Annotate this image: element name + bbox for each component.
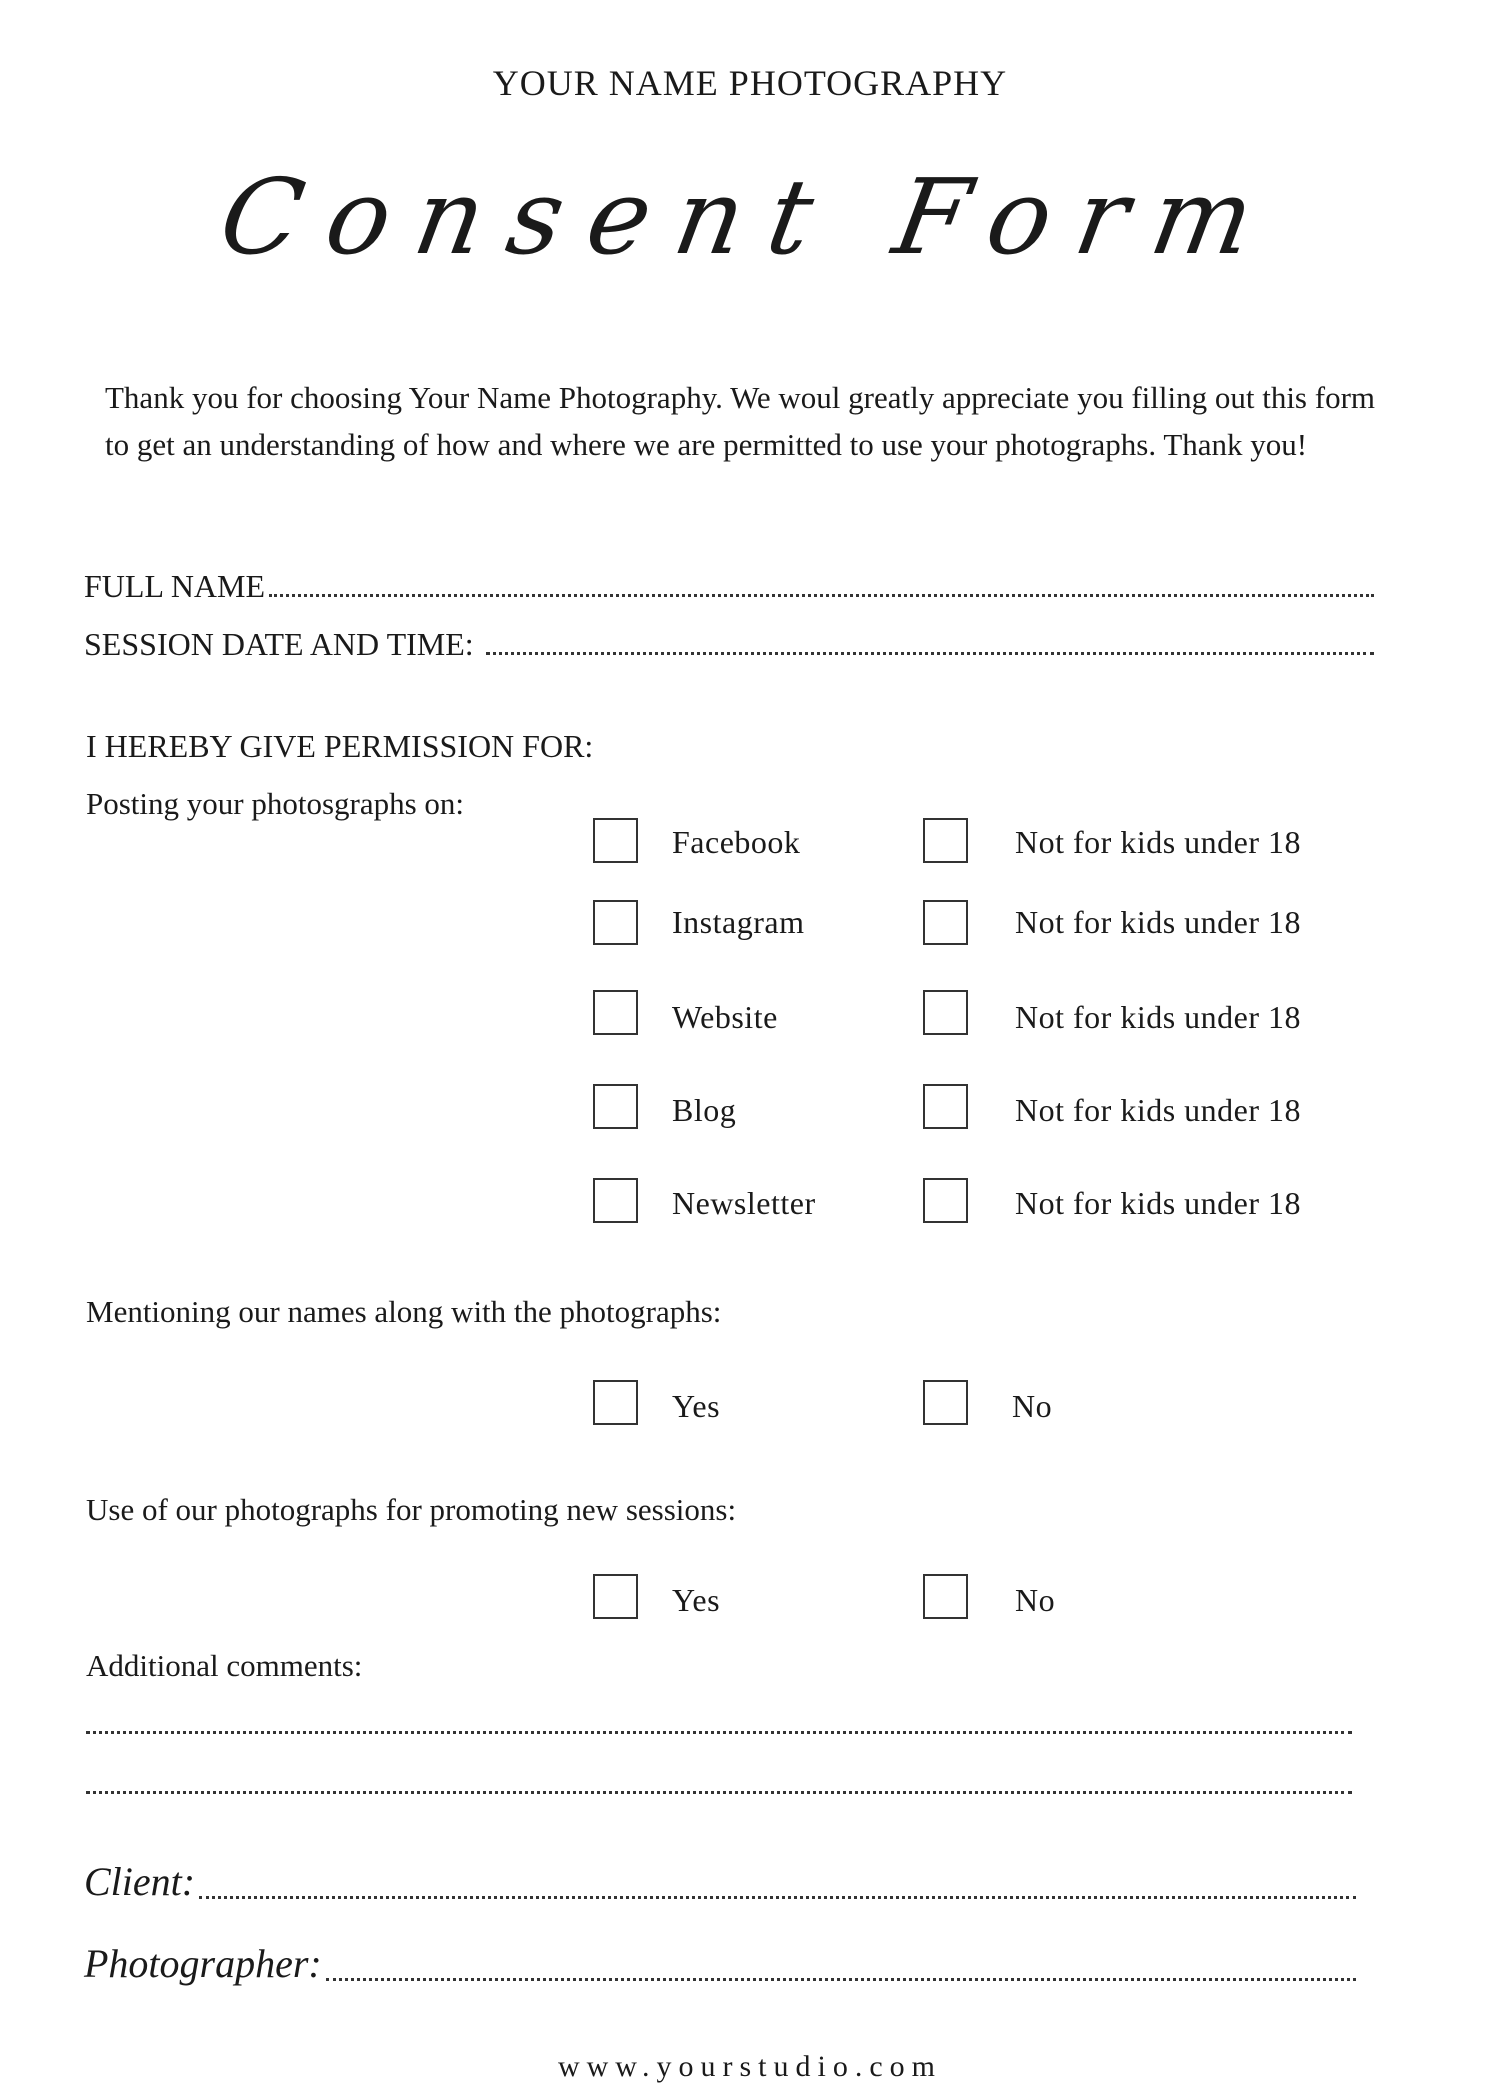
promotion-label: Use of our photographs for promoting new sessions: xyxy=(86,1492,737,1527)
facebook-checkbox[interactable] xyxy=(593,818,638,863)
newsletter-option-label: Newsletter xyxy=(672,1185,816,1221)
client-signature-field[interactable] xyxy=(84,1858,1356,1905)
client-signature-label: Client: xyxy=(84,1859,196,1904)
mention-names-yes-label: Yes xyxy=(672,1388,721,1424)
instagram-option-label: Instagram xyxy=(672,904,805,940)
client-signature-line[interactable] xyxy=(199,1876,1356,1899)
mention-names-label: Mentioning our names along with the photographs: xyxy=(86,1294,722,1329)
newsletter-not-kids-label: Not for kids under 18 xyxy=(1015,1185,1302,1221)
website-not-kids-checkbox[interactable] xyxy=(923,990,968,1035)
photographer-signature-field[interactable] xyxy=(84,1940,1356,1987)
photographer-signature-line[interactable] xyxy=(326,1958,1356,1981)
instagram-not-kids-label: Not for kids under 18 xyxy=(1015,904,1302,940)
photographer-signature-label: Photographer: xyxy=(84,1941,322,1986)
blog-not-kids-label: Not for kids under 18 xyxy=(1015,1092,1302,1128)
blog-checkbox[interactable] xyxy=(593,1084,638,1129)
instagram-checkbox[interactable] xyxy=(593,900,638,945)
full-name-dotted-line[interactable] xyxy=(269,574,1374,597)
full-name-field[interactable] xyxy=(84,568,1374,605)
comments-label: Additional comments: xyxy=(86,1648,363,1683)
website-url: www.yourstudio.com xyxy=(557,2050,943,2083)
session-date-dotted-line[interactable] xyxy=(486,632,1374,655)
studio-name: YOUR NAME PHOTOGRAPHY xyxy=(492,63,1008,103)
website-option-label: Website xyxy=(672,999,778,1035)
session-date-label: SESSION DATE AND TIME: xyxy=(84,626,474,662)
comments-line-2[interactable] xyxy=(86,1788,1352,1794)
facebook-option-label: Facebook xyxy=(672,824,801,860)
mention-names-no-checkbox[interactable] xyxy=(923,1380,968,1425)
promotion-no-label: No xyxy=(1015,1582,1056,1618)
promotion-yes-label: Yes xyxy=(672,1582,721,1618)
instagram-not-kids-checkbox[interactable] xyxy=(923,900,968,945)
newsletter-not-kids-checkbox[interactable] xyxy=(923,1178,968,1223)
intro-text: Thank you for choosing Your Name Photography. We woul greatly appreciate you filling out this form to get an understanding of how and where we are permitted to use your photographs. Thank you! xyxy=(105,380,1376,462)
website-checkbox[interactable] xyxy=(593,990,638,1035)
session-date-field[interactable] xyxy=(84,626,1374,663)
blog-not-kids-checkbox[interactable] xyxy=(923,1084,968,1129)
full-name-label: FULL NAME xyxy=(84,568,266,604)
mention-names-yes-checkbox[interactable] xyxy=(593,1380,638,1425)
blog-option-label: Blog xyxy=(672,1092,737,1128)
posting-label: Posting your photosgraphs on: xyxy=(86,786,465,821)
website-not-kids-label: Not for kids under 18 xyxy=(1015,999,1302,1035)
form-title: Consent Form xyxy=(211,156,1289,278)
newsletter-checkbox[interactable] xyxy=(593,1178,638,1223)
promotion-no-checkbox[interactable] xyxy=(923,1574,968,1619)
facebook-not-kids-label: Not for kids under 18 xyxy=(1015,824,1302,860)
promotion-yes-checkbox[interactable] xyxy=(593,1574,638,1619)
permission-heading: I HEREBY GIVE PERMISSION FOR: xyxy=(86,728,594,764)
comments-line-1[interactable] xyxy=(86,1728,1352,1734)
facebook-not-kids-checkbox[interactable] xyxy=(923,818,968,863)
mention-names-no-label: No xyxy=(1012,1388,1053,1424)
